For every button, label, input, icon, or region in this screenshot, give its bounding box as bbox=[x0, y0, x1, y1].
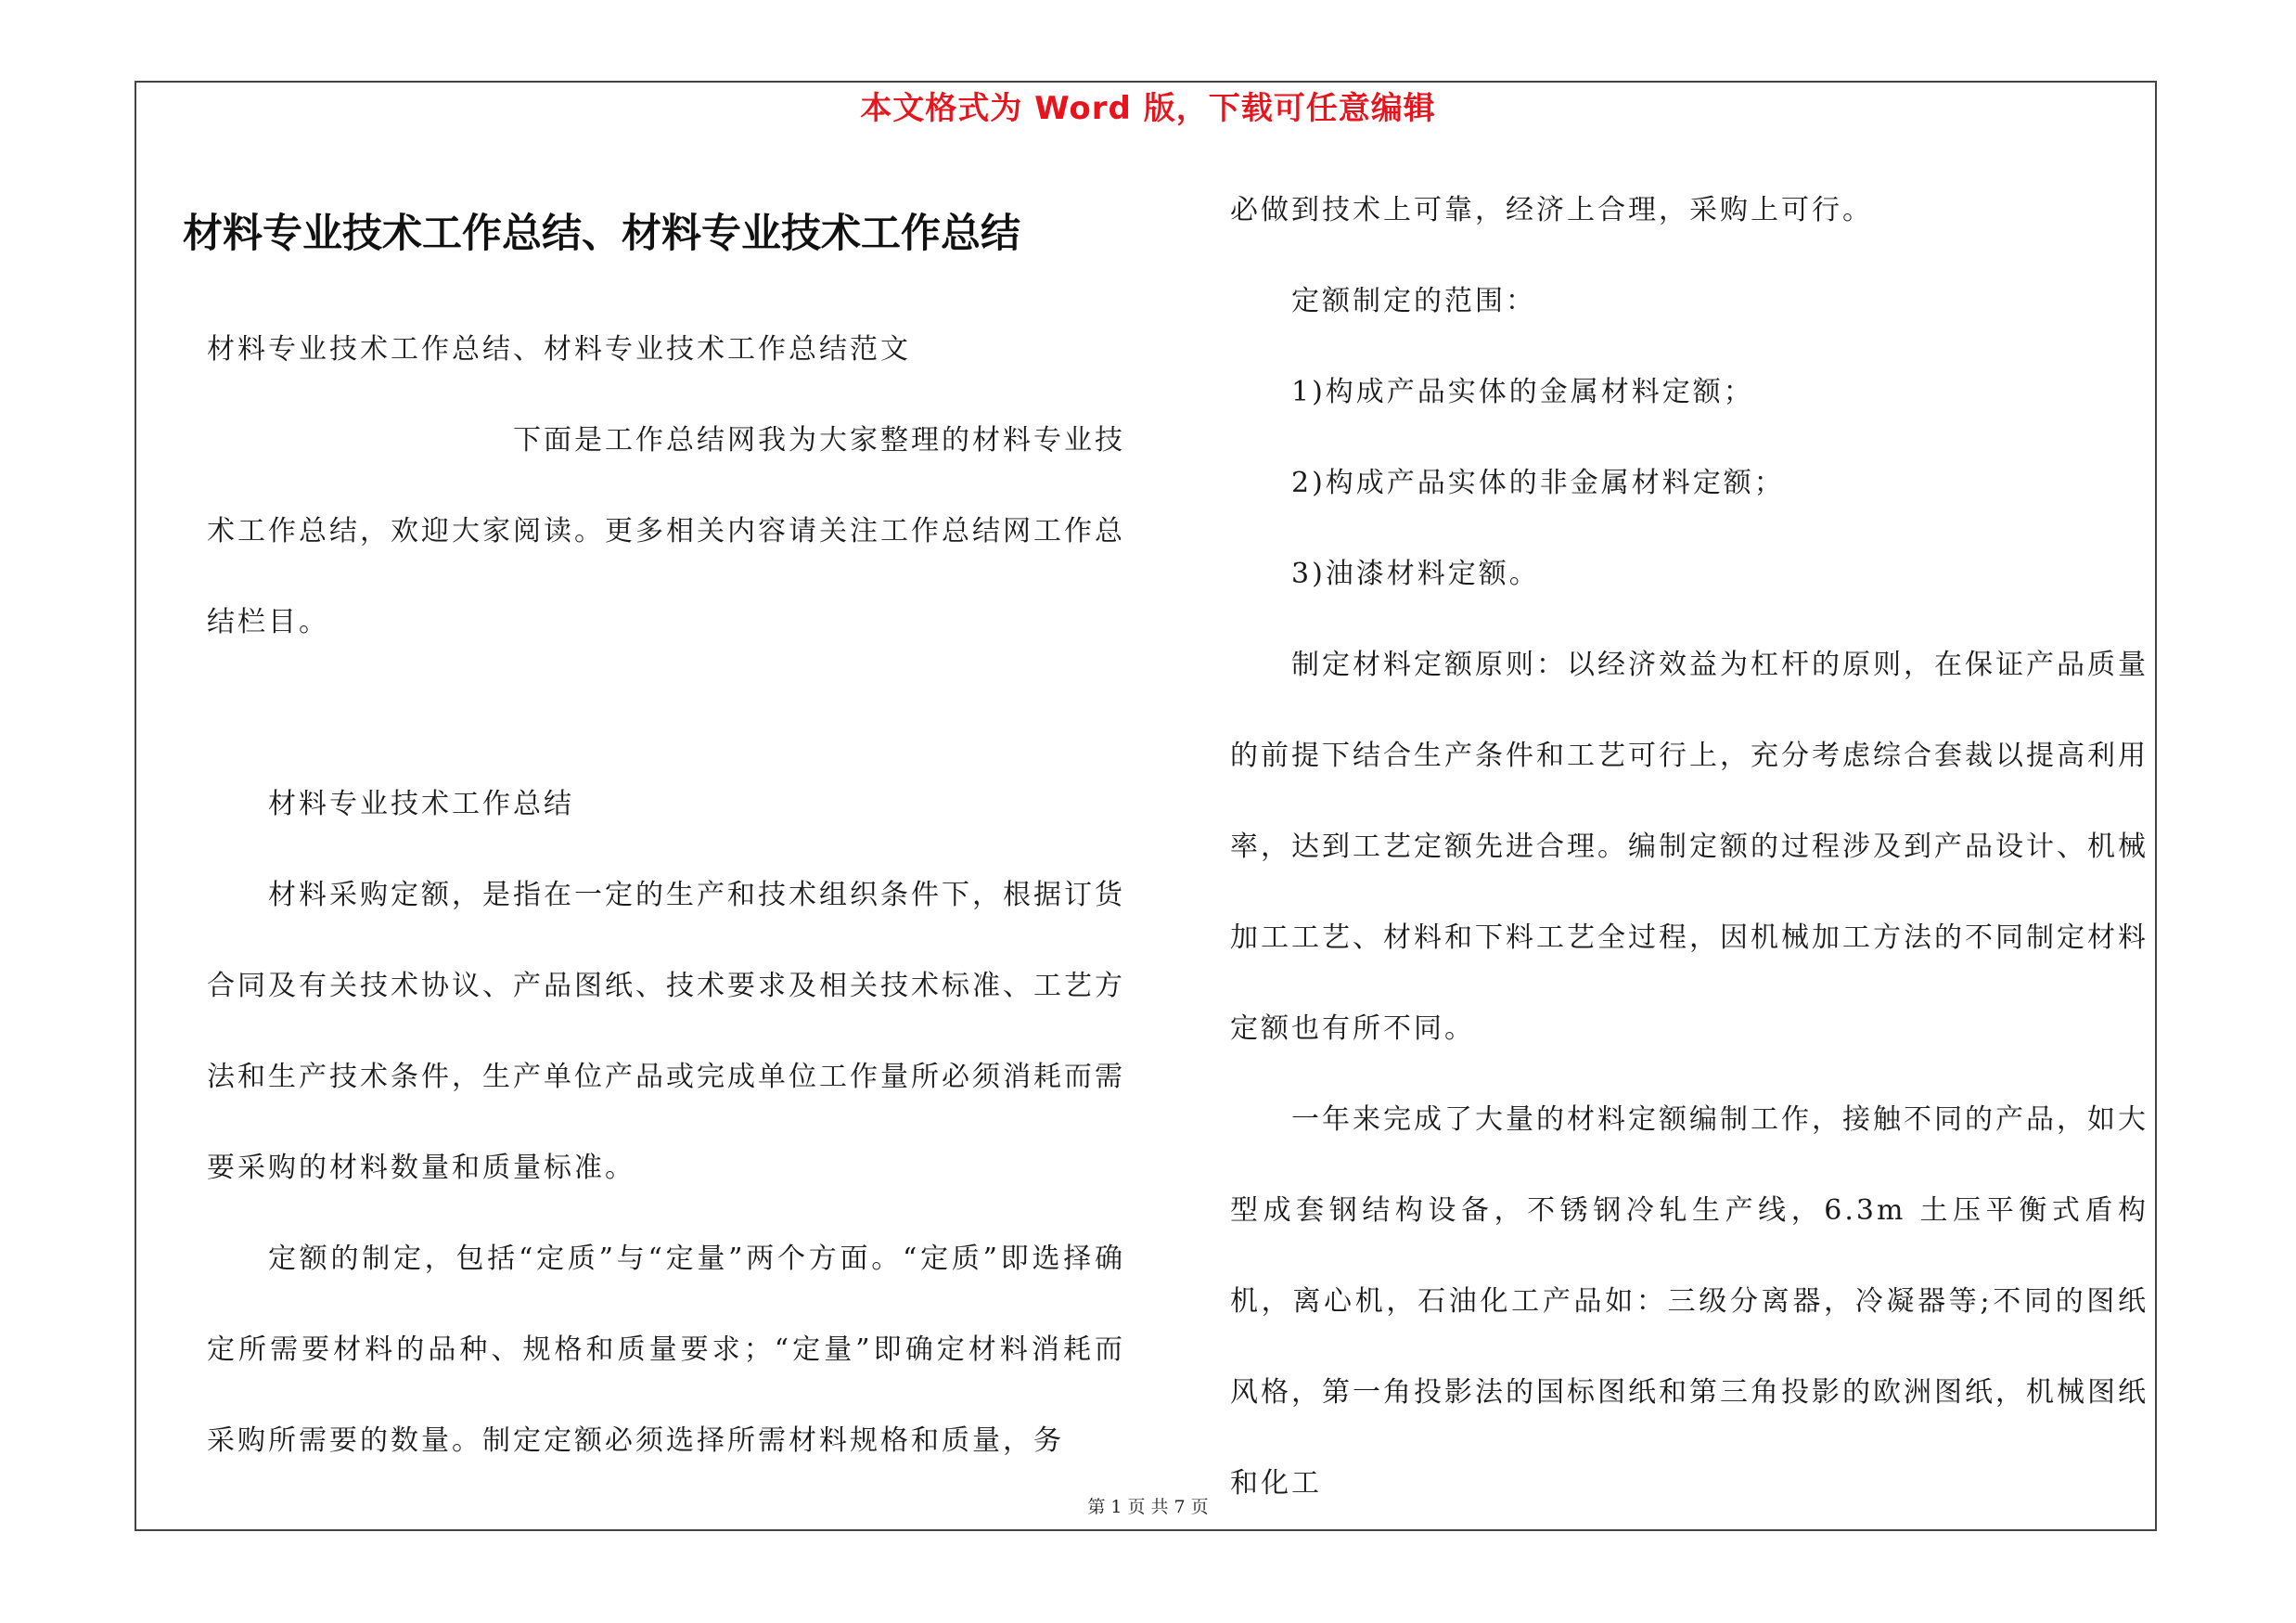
section-heading: 材料专业技术工作总结 bbox=[268, 788, 574, 820]
intro-paragraph: 下面是工作总结网我为大家整理的材料专业技术工作总结，欢迎大家阅读。更多相关内容请关注工作总结网工作总结栏目。 bbox=[207, 424, 1125, 638]
page-number-footer: 第 1 页 共 7 页 bbox=[1087, 1497, 1209, 1517]
scope-item: 1)构成产品实体的金属材料定额； bbox=[1291, 376, 1754, 408]
left-column bbox=[207, 304, 1125, 1487]
continuation-paragraph: 必做到技术上可靠，经济上合理，采购上可行。 bbox=[1230, 194, 1873, 226]
experience-paragraph: 一年来完成了大量的材料定额编制工作，接触不同的产品，如大型成套钢结构设备，不锈钢冷轧生产线，6.3m 土压平衡式盾构机，离心机，石油化工产品如：三级分离器，冷凝器等;不同的图纸风格，第一角投影法的国标图纸和第三角投影的欧洲图纸，机械图纸和化工 bbox=[1230, 1103, 2148, 1500]
scope-item: 3)油漆材料定额。 bbox=[1291, 558, 1540, 590]
principle-paragraph: 制定材料定额原则：以经济效益为杠杆的原则，在保证产品质量的前提下结合生产条件和工艺可行上，充分考虑综合套裁以提高利用率，达到工艺定额先进合理。编制定额的过程涉及到产品设计、机械加工工艺、材料和下料工艺全过程，因机械加工方法的不同制定材料定额也有所不同。 bbox=[1230, 649, 2148, 1045]
word-format-banner: 本文格式为 Word 版，下载可任意编辑 bbox=[860, 90, 1436, 127]
document-title: 材料专业技术工作总结、材料专业技术工作总结 bbox=[183, 211, 1020, 257]
definition-paragraph: 材料采购定额，是指在一定的生产和技术组织条件下，根据订货合同及有关技术协议、产品图纸、技术要求及相关技术标准、工艺方法和生产技术条件，生产单位产品或完成单位工作量所必须消耗而需要采购的材料数量和质量标准。 bbox=[207, 879, 1125, 1184]
document-subtitle: 材料专业技术工作总结、材料专业技术工作总结范文 bbox=[207, 333, 911, 366]
scope-heading: 定额制定的范围： bbox=[1291, 285, 1536, 317]
scope-item: 2)构成产品实体的非金属材料定额； bbox=[1291, 467, 1785, 499]
quota-paragraph: 定额的制定，包括“定质”与“定量”两个方面。“定质”即选择确定所需要材料的品种、规格和质量要求；“定量”即确定材料消耗而采购所需要的数量。制定定额必须选择所需材料规格和质量，务 bbox=[207, 1243, 1125, 1457]
paragraph-spacer bbox=[207, 668, 1125, 759]
right-column bbox=[1230, 165, 2148, 1529]
